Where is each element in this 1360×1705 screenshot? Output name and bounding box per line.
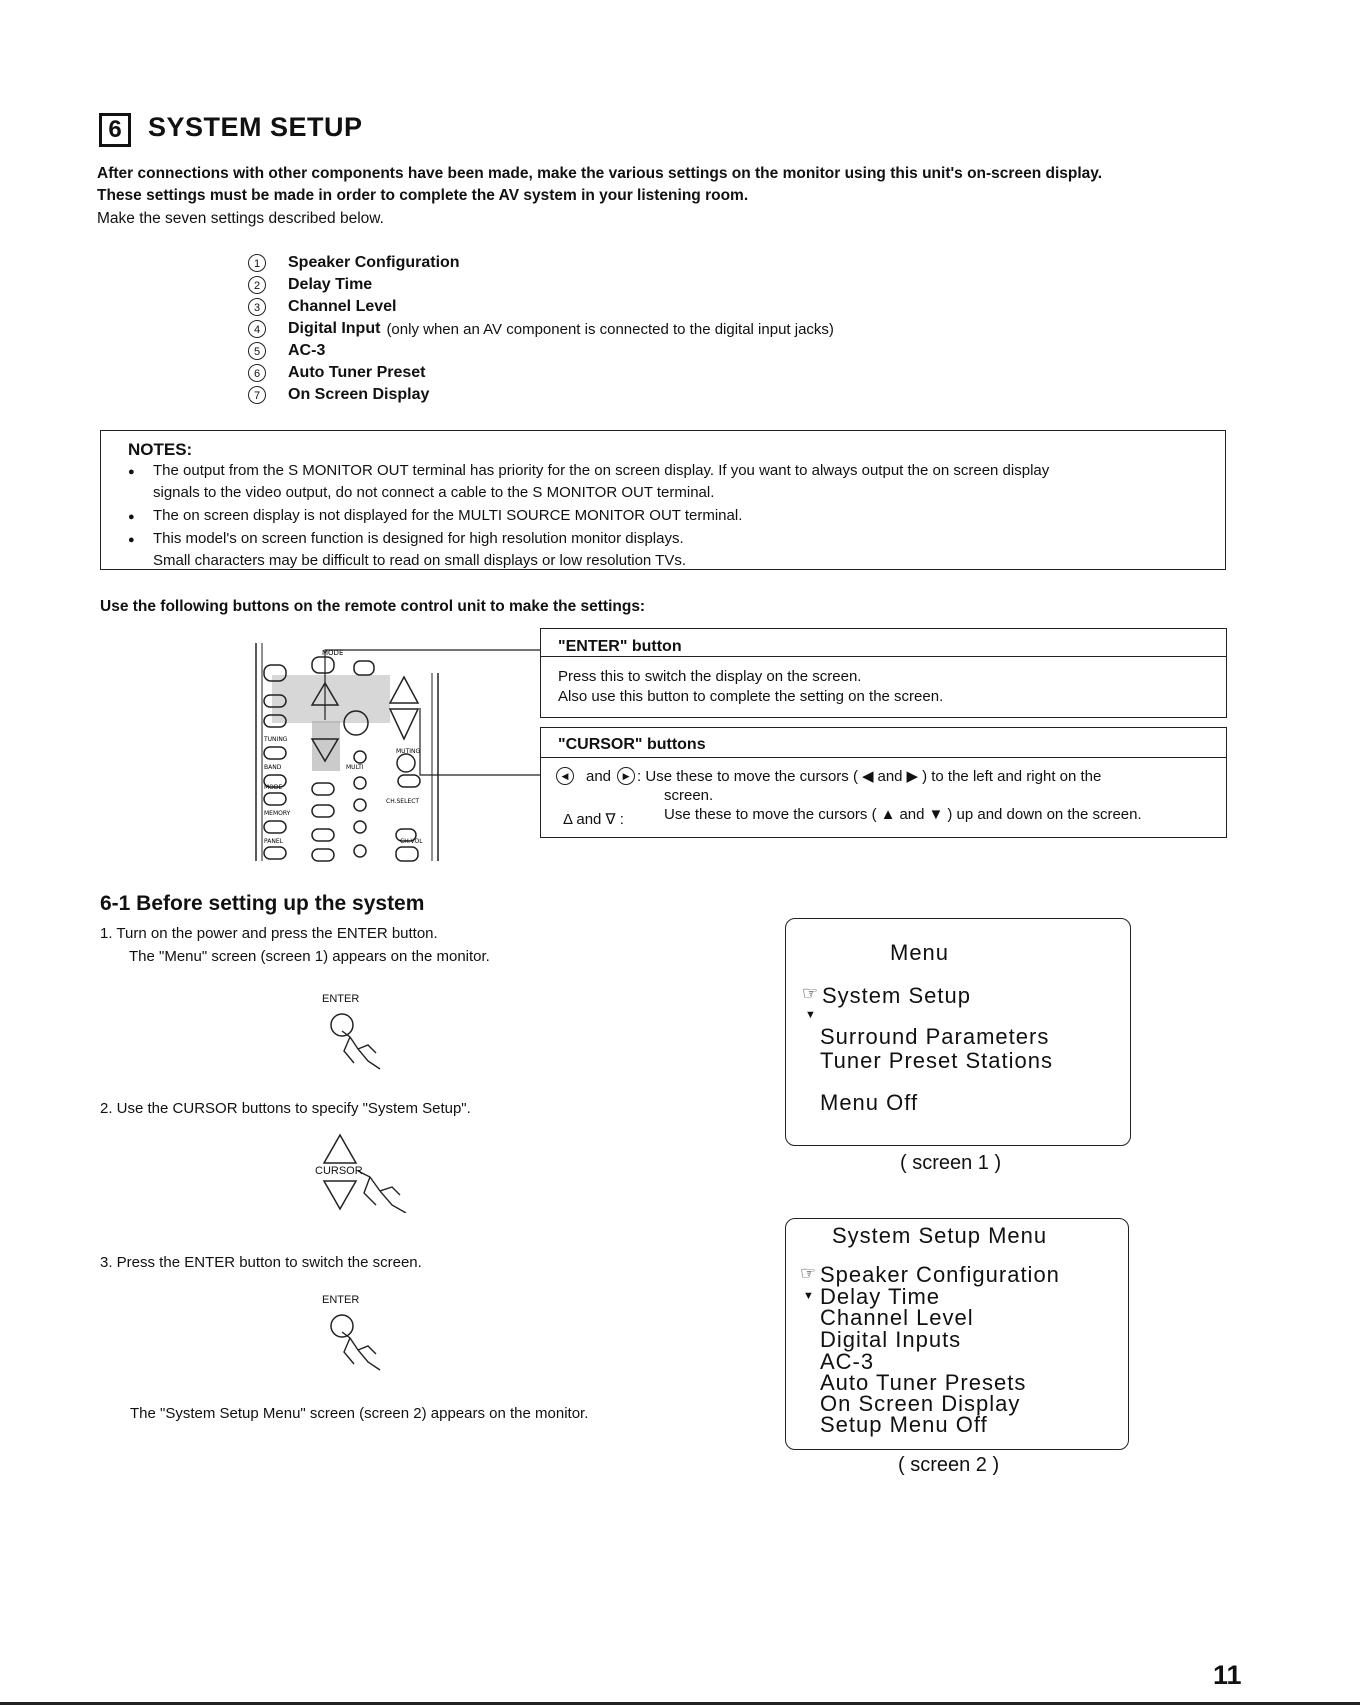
remote-label-ch-select: CH.SELECT bbox=[386, 798, 420, 805]
cursor-lr-and: and bbox=[586, 767, 612, 785]
settings-item bbox=[248, 384, 834, 406]
item-label: AC-3 bbox=[288, 342, 326, 359]
cursor-arrow-left-icon: ◀ bbox=[861, 768, 874, 785]
cursor-ud-desc: Use these to move the cursors ( bbox=[664, 806, 877, 823]
enter-label: ENTER bbox=[322, 993, 360, 1005]
screen-2-item: Auto Tuner Presets bbox=[820, 1370, 1027, 1395]
bullet-icon: ● bbox=[128, 466, 135, 478]
step-3-text: 3. Press the ENTER button to switch the screen. bbox=[100, 1254, 422, 1271]
screen-1-item: Menu Off bbox=[820, 1090, 919, 1115]
remote-label-memory: MEMORY bbox=[264, 810, 291, 817]
screen-2-caption: ( screen 2 ) bbox=[898, 1454, 1000, 1476]
item-label: Digital Input bbox=[288, 320, 381, 337]
item-label: On Screen Display bbox=[288, 386, 430, 403]
cursor-left-icon: ◀ bbox=[556, 767, 574, 785]
item-label: Channel Level bbox=[288, 298, 397, 315]
cursor-right-icon: ▶ bbox=[617, 767, 635, 785]
intro-line-1: After connections with other components have been made, make the various settings on the monitor using this unit's on-screen display. bbox=[97, 165, 1103, 182]
note-line: The output from the S MONITOR OUT terminal has priority for the on screen display. If you want to always output the on screen display bbox=[153, 462, 1050, 479]
item-number: 5 bbox=[248, 342, 266, 360]
cursor-lr-desc: : Use these to move the cursors ( bbox=[637, 767, 858, 785]
item-number: 4 bbox=[248, 320, 266, 338]
screen-2-item: Setup Menu Off bbox=[820, 1412, 988, 1437]
remote-label-tuning: TUNING bbox=[264, 736, 288, 743]
enter-box-title: "ENTER" button bbox=[558, 638, 682, 655]
section-title: SYSTEM SETUP bbox=[148, 112, 363, 142]
settings-item bbox=[248, 362, 834, 384]
note-line: This model's on screen function is designed for high resolution monitor displays. bbox=[153, 530, 684, 547]
item-number: 1 bbox=[248, 254, 266, 272]
pointer-hand-icon: ☞ bbox=[800, 1263, 818, 1283]
divider bbox=[540, 757, 1227, 758]
cursor-lr-desc2: and bbox=[877, 767, 903, 785]
bullet-icon: ● bbox=[128, 534, 135, 546]
screen-1-caption: ( screen 1 ) bbox=[900, 1152, 1002, 1174]
intro-line-3: Make the seven settings described below. bbox=[97, 210, 384, 227]
remote-label-ch-vol: CH.VOL bbox=[400, 838, 423, 845]
cursor-label: CURSOR bbox=[315, 1165, 363, 1177]
enter-box-line-1: Press this to switch the display on the screen. bbox=[558, 668, 862, 685]
settings-list bbox=[248, 252, 834, 406]
screen-1-item: System Setup bbox=[822, 983, 971, 1008]
item-number: 3 bbox=[248, 298, 266, 316]
item-number: 2 bbox=[248, 276, 266, 294]
cursor-lr-desc3: ) to the left and right on the bbox=[922, 767, 1102, 785]
pointer-hand-icon: ☞ bbox=[802, 983, 820, 1003]
step-1-text: 1. Turn on the power and press the ENTER button. bbox=[100, 925, 438, 942]
down-arrow-icon: ▼ bbox=[803, 1290, 814, 1302]
step-1-result: The "Menu" screen (screen 1) appears on the monitor. bbox=[129, 948, 490, 965]
item-label: Speaker Configuration bbox=[288, 254, 460, 271]
cursor-arrow-up-icon: ▲ bbox=[880, 806, 896, 823]
cursor-lr-desc4: screen. bbox=[664, 787, 714, 804]
settings-item bbox=[248, 340, 834, 362]
remote-heading: Use the following buttons on the remote control unit to make the settings: bbox=[100, 598, 646, 615]
screen-2-item: AC-3 bbox=[820, 1349, 875, 1374]
cursor-lr-row bbox=[556, 767, 1101, 785]
screen-1-item: Surround Parameters bbox=[820, 1024, 1050, 1049]
section-number: 6 bbox=[99, 113, 131, 147]
cursor-ud-desc2: and bbox=[899, 806, 925, 823]
item-note: (only when an AV component is connected to the digital input jacks) bbox=[386, 320, 834, 338]
screen-2-item: Digital Inputs bbox=[820, 1327, 962, 1352]
note-line: Small characters may be difficult to read on small displays or low resolution TVs. bbox=[153, 552, 687, 569]
screen-2-title: System Setup Menu bbox=[832, 1223, 1048, 1248]
enter-press-icon bbox=[322, 1007, 402, 1077]
item-label: Delay Time bbox=[288, 276, 373, 293]
cursor-arrow-down-icon: ▼ bbox=[928, 806, 944, 823]
screen-1-title: Menu bbox=[890, 940, 950, 965]
cursor-ud-label: Δ and ∇ : bbox=[563, 811, 624, 828]
screen-2-item: Delay Time bbox=[820, 1284, 941, 1309]
step-3-result: The "System Setup Menu" screen (screen 2) appears on the monitor. bbox=[130, 1405, 589, 1422]
enter-press-icon-2 bbox=[322, 1308, 402, 1378]
screen-2-item: Speaker Configuration bbox=[820, 1262, 1060, 1287]
screen-1-item: Tuner Preset Stations bbox=[820, 1048, 1053, 1073]
remote-label-muting: MUTING bbox=[396, 748, 421, 755]
settings-item bbox=[248, 274, 834, 296]
remote-label-mode2: MODE bbox=[264, 784, 283, 791]
divider bbox=[540, 656, 1227, 657]
screen-2-item: On Screen Display bbox=[820, 1391, 1021, 1416]
note-line: signals to the video output, do not connect a cable to the S MONITOR OUT terminal. bbox=[153, 484, 715, 501]
remote-label-panel: PANEL bbox=[264, 838, 283, 845]
intro-line-2: These settings must be made in order to complete the AV system in your listening room. bbox=[97, 187, 749, 204]
page-number: 11 bbox=[1213, 1660, 1242, 1690]
subsection-title: 6-1 Before setting up the system bbox=[100, 892, 425, 915]
settings-item bbox=[248, 296, 834, 318]
step-2-text: 2. Use the CURSOR buttons to specify "System Setup". bbox=[100, 1100, 471, 1117]
screen-2-item: Channel Level bbox=[820, 1305, 974, 1330]
remote-label-band: BAND bbox=[264, 764, 282, 771]
item-number: 6 bbox=[248, 364, 266, 382]
bullet-icon: ● bbox=[128, 511, 135, 523]
item-label: Auto Tuner Preset bbox=[288, 364, 426, 381]
notes-title: NOTES: bbox=[128, 440, 193, 459]
note-line: The on screen display is not displayed for the MULTI SOURCE MONITOR OUT terminal. bbox=[153, 507, 743, 524]
item-number: 7 bbox=[248, 386, 266, 404]
settings-item bbox=[248, 318, 834, 340]
cursor-box-title: "CURSOR" buttons bbox=[558, 736, 706, 753]
connector-lines bbox=[320, 640, 550, 780]
enter-box-line-2: Also use this button to complete the setting on the screen. bbox=[558, 688, 944, 705]
down-arrow-icon: ▼ bbox=[805, 1009, 816, 1021]
remote-label-mode: MODE bbox=[322, 649, 344, 657]
cursor-ud-row bbox=[664, 806, 1142, 823]
remote-label-multi: MULTI bbox=[346, 764, 364, 771]
cursor-ud-desc3: ) up and down on the screen. bbox=[947, 806, 1142, 823]
cursor-arrow-right-icon: ▶ bbox=[906, 768, 919, 785]
settings-item bbox=[248, 252, 834, 274]
enter-label-2: ENTER bbox=[322, 1294, 360, 1306]
